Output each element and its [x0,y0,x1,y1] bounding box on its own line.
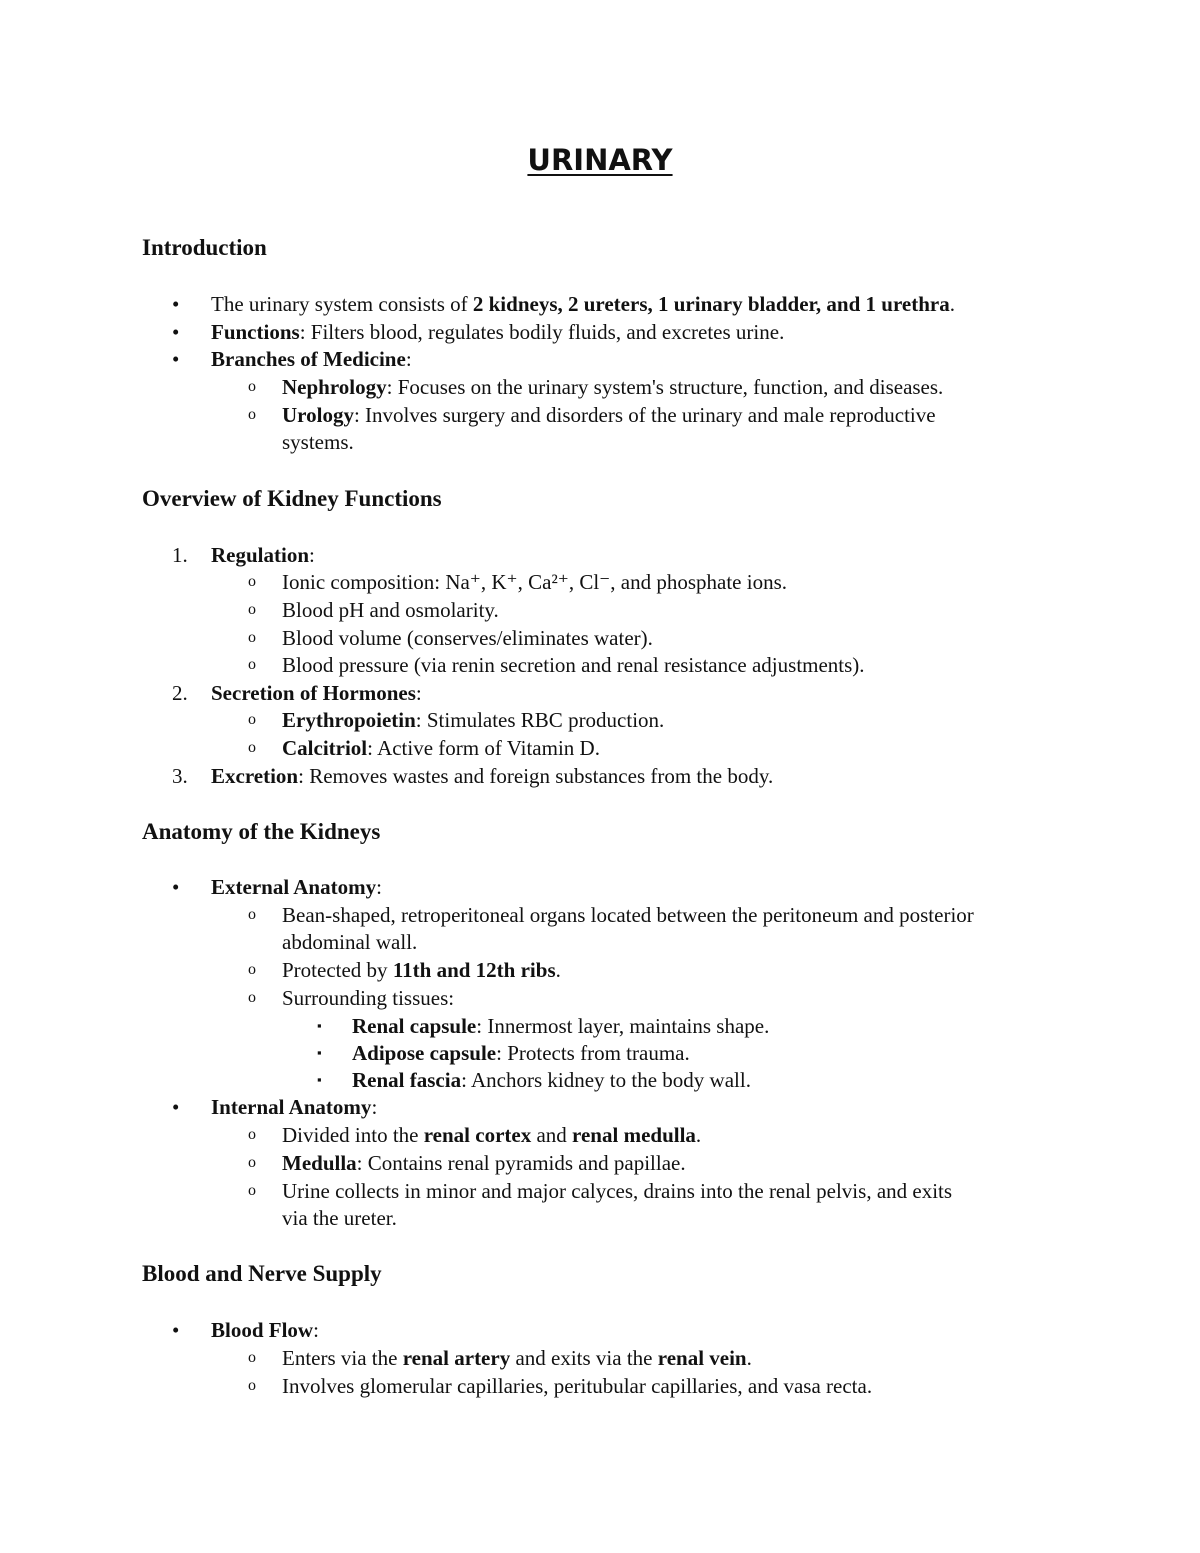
circle-marker: o [248,1126,256,1143]
circle-marker: o [248,739,256,756]
circle-marker: o [248,629,256,646]
list-item: Nephrology: Focuses on the urinary system's structure, function, and diseases. [282,375,944,399]
list-item: Bean-shaped, retroperitoneal organs located between the peritoneum and posterior [282,903,974,927]
circle-marker: o [248,1349,256,1366]
document-title: URINARY [527,143,673,177]
list-item: Functions: Filters blood, regulates bodily fluids, and excretes urine. [211,320,785,344]
heading-anatomy: Anatomy of the Kidneys [142,819,381,844]
circle-marker: o [248,711,256,728]
list-item: Involves glomerular capillaries, peritubular capillaries, and vasa recta. [282,1374,873,1398]
list-item: Excretion: Removes wastes and foreign substances from the body. [211,764,774,788]
square-marker: ▪ [317,1045,322,1060]
list-item: Blood pH and osmolarity. [282,598,499,622]
list-item: Enters via the renal artery and exits via the renal vein. [282,1346,752,1370]
list-item: Blood pressure (via renin secretion and renal resistance adjustments). [282,653,865,677]
list-item: Adipose capsule: Protects from trauma. [352,1041,690,1065]
list-item: Blood volume (conserves/eliminates water). [282,626,653,650]
number-marker: 3. [172,764,188,788]
list-item: Urology: Involves surgery and disorders of the urinary and male reproductive [282,403,936,427]
circle-marker: o [248,656,256,673]
list-item: Surrounding tissues: [282,986,455,1010]
circle-marker: o [248,906,256,923]
circle-marker: o [248,601,256,618]
list-item: Divided into the renal cortex and renal medulla. [282,1123,702,1147]
circle-marker: o [248,378,256,395]
list-item-continuation: via the ureter. [282,1206,397,1230]
list-item: External Anatomy: [211,875,382,899]
list-item: Calcitriol: Active form of Vitamin D. [282,736,600,760]
bullet-marker: • [172,1095,180,1119]
square-marker: ▪ [317,1018,322,1033]
number-marker: 2. [172,681,188,705]
list-item: Urine collects in minor and major calyces, drains into the renal pelvis, and exits [282,1179,953,1203]
list-item: Ionic composition: Na⁺, K⁺, Ca²⁺, Cl⁻, and phosphate ions. [282,570,787,594]
list-item: Renal capsule: Innermost layer, maintains shape. [352,1014,770,1038]
list-item: The urinary system consists of 2 kidneys, 2 ureters, 1 urinary bladder, and 1 urethra. [211,292,955,316]
number-marker: 1. [172,543,188,567]
list-item: Branches of Medicine: [211,347,412,371]
circle-marker: o [248,989,256,1006]
list-item: Renal fascia: Anchors kidney to the body wall. [352,1068,751,1092]
square-marker: ▪ [317,1072,322,1087]
list-item: Medulla: Contains renal pyramids and papillae. [282,1151,686,1175]
list-item: Secretion of Hormones: [211,681,422,705]
list-item: Blood Flow: [211,1318,319,1342]
circle-marker: o [248,406,256,423]
circle-marker: o [248,1182,256,1199]
circle-marker: o [248,1377,256,1394]
bullet-marker: • [172,320,180,344]
bullet-marker: • [172,347,180,371]
bullet-marker: • [172,1318,180,1342]
heading-introduction: Introduction [142,235,267,260]
bullet-marker: • [172,875,180,899]
circle-marker: o [248,1154,256,1171]
list-item: Regulation: [211,543,315,567]
list-item: Internal Anatomy: [211,1095,378,1119]
heading-kidney-functions: Overview of Kidney Functions [142,486,442,511]
heading-blood-supply: Blood and Nerve Supply [142,1261,382,1286]
list-item: Erythropoietin: Stimulates RBC production. [282,708,665,732]
circle-marker: o [248,573,256,590]
list-item-continuation: abdominal wall. [282,930,418,954]
list-item: Protected by 11th and 12th ribs. [282,958,561,982]
circle-marker: o [248,961,256,978]
list-item-continuation: systems. [282,430,354,454]
bullet-marker: • [172,292,180,316]
